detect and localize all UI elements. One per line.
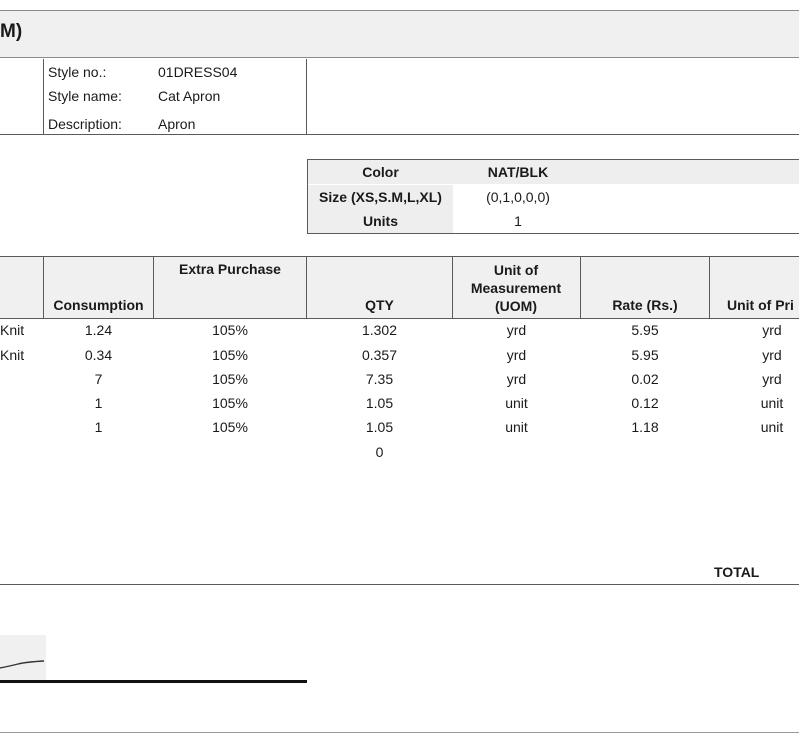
row-rate: 5.95: [631, 322, 659, 338]
row-uom: unit: [505, 395, 528, 411]
row-extra: 105%: [212, 395, 248, 411]
row-rate: 1.18: [631, 419, 659, 435]
signature-line: [0, 680, 307, 683]
row-rate: 0.12: [631, 395, 659, 411]
row-uom: yrd: [506, 371, 527, 387]
row-desc: Knit: [0, 347, 25, 363]
size-label: Size (XS,S.M,L,XL): [308, 185, 453, 209]
style-info-divider-right: [306, 59, 307, 135]
col-qty-header: QTY: [365, 297, 394, 313]
row-price-unit: unit: [760, 395, 784, 411]
description-value: Apron: [158, 116, 196, 132]
total-label: TOTAL: [714, 564, 760, 580]
row-rate: [581, 442, 709, 462]
row-price-unit: [710, 442, 799, 462]
row-extra: 105%: [212, 371, 248, 387]
color-value: NAT/BLK: [487, 164, 549, 180]
signature-stroke: [0, 635, 46, 682]
color-size-table: [307, 159, 799, 234]
col-consumption-header: Consumption: [53, 297, 144, 313]
row-desc: [0, 369, 40, 389]
col-uom-header: Unit of Measurement (UOM): [470, 262, 562, 314]
row-extra: 105%: [212, 419, 248, 435]
row-extra: 105%: [212, 322, 248, 338]
size-value: (0,1,0,0,0): [486, 189, 550, 205]
row-consumption: 1: [94, 395, 103, 411]
row-rate: 5.95: [631, 347, 659, 363]
row-uom: yrd: [506, 322, 527, 338]
style-name-label: Style name:: [48, 88, 122, 104]
style-info-divider-left: [43, 59, 44, 135]
row-desc: Knit: [0, 322, 25, 338]
col-unit-of-price-header: Unit of Pri: [727, 297, 794, 313]
title-bar: [0, 10, 799, 58]
signature-image: [0, 635, 46, 682]
row-qty: 7.35: [365, 371, 394, 387]
row-price-unit: yrd: [762, 347, 782, 363]
row-price-unit: unit: [760, 419, 784, 435]
materials-top-border: [0, 256, 799, 257]
row-desc: [0, 417, 40, 437]
row-consumption: [44, 442, 153, 462]
row-price-unit: yrd: [762, 371, 782, 387]
materials-header-bottom-border: [0, 318, 799, 319]
row-consumption: 7: [94, 371, 103, 387]
page-bottom-border: [0, 732, 799, 733]
description-label: Description:: [48, 116, 122, 132]
style-info-bottom-border: [0, 134, 799, 135]
row-consumption: 1: [94, 419, 103, 435]
row-price-unit: yrd: [762, 322, 782, 338]
units-value: 1: [514, 213, 522, 229]
materials-bottom-border: [0, 584, 799, 585]
size-row: [308, 185, 799, 209]
row-rate: 0.02: [631, 371, 659, 387]
row-uom: [453, 442, 580, 462]
row-qty: 1.05: [365, 419, 394, 435]
row-extra: 105%: [212, 347, 248, 363]
col-rate-header: Rate (Rs.): [612, 297, 678, 313]
units-label: Units: [308, 209, 453, 233]
style-no-label: Style no.:: [48, 64, 107, 80]
header-divider-4: [452, 256, 453, 319]
row-consumption: 1.24: [84, 322, 113, 338]
row-uom: yrd: [506, 347, 527, 363]
row-uom: unit: [505, 419, 528, 435]
row-desc: [0, 442, 40, 462]
row-qty: 1.302: [361, 322, 398, 338]
row-qty: 0: [375, 444, 384, 460]
units-row: [308, 209, 799, 233]
color-label: Color: [308, 160, 453, 184]
row-consumption: 0.34: [84, 347, 113, 363]
style-name-value: Cat Apron: [158, 88, 221, 104]
row-qty: 0.357: [361, 347, 398, 363]
page-title: M): [0, 21, 23, 42]
style-no-value: 01DRESS04: [158, 64, 238, 80]
row-desc: [0, 393, 40, 413]
row-qty: 1.05: [365, 395, 394, 411]
color-row: [308, 160, 799, 184]
row-extra: [154, 442, 306, 462]
col-extra-purchase-header: Extra Purchase: [179, 261, 281, 277]
